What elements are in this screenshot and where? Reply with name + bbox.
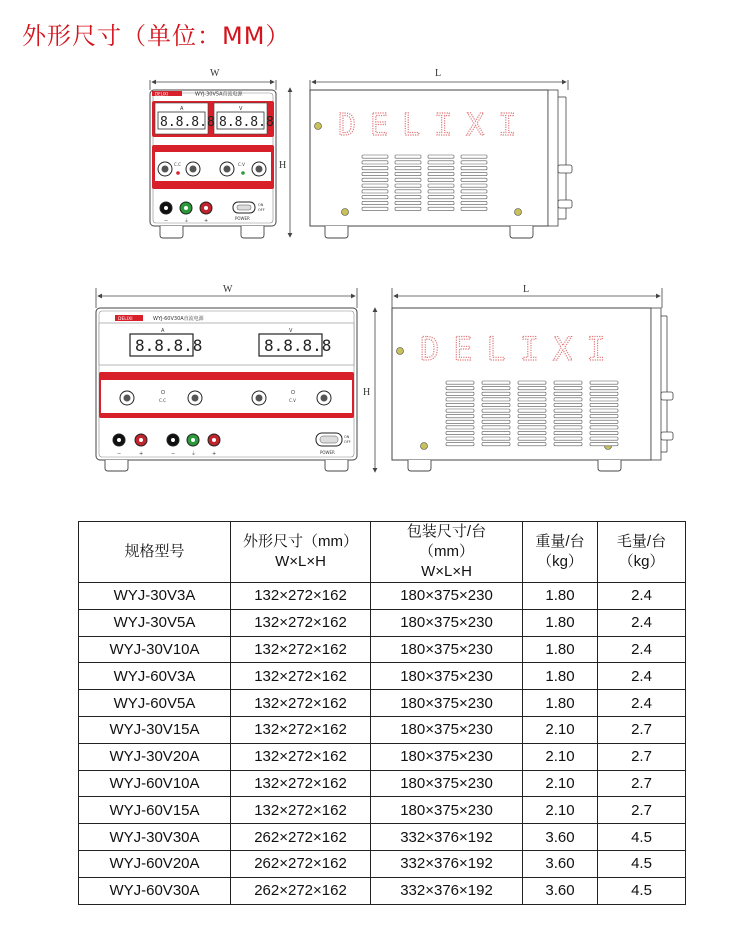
vent-slot: [362, 201, 388, 204]
table-row: [79, 743, 686, 770]
vent-slot: [461, 190, 487, 193]
svg-text:⏚: ⏚: [191, 451, 197, 457]
vent-slot: [590, 437, 618, 440]
table-cell: 180×375×230: [371, 583, 523, 610]
svg-text:−: −: [171, 451, 176, 457]
table-cell: 132×272×162: [231, 583, 371, 610]
column-header-text: 规格型号: [124, 543, 185, 560]
vent-slot: [518, 420, 546, 423]
power-label: POWER: [235, 216, 250, 221]
table-row: [79, 609, 686, 636]
table-row: [79, 850, 686, 877]
table-cell: 2.10: [523, 743, 598, 770]
table-cell: 4.5: [598, 850, 686, 877]
table-cell: 132×272×162: [231, 690, 371, 717]
vent-slot: [554, 431, 582, 434]
table-cell: 180×375×230: [371, 663, 523, 690]
vent-slot: [428, 161, 454, 164]
vent-slot: [395, 172, 421, 175]
table-cell: WYJ-60V5A: [79, 690, 231, 717]
meter-a-digits-2: 8.8.8.8: [135, 336, 203, 355]
table-cell: 2.7: [598, 797, 686, 824]
cc-label: C.C: [174, 162, 181, 167]
table-cell: 132×272×162: [231, 663, 371, 690]
table-cell: 132×272×162: [231, 743, 371, 770]
column-header-text: （kg）: [537, 553, 583, 570]
table-cell: 2.4: [598, 690, 686, 717]
table-cell: WYJ-30V20A: [79, 743, 231, 770]
page-title: 外形尺寸（单位：MM）: [22, 22, 291, 50]
brand-dot-matrix: DELIXI: [338, 108, 531, 143]
vent-slot: [482, 409, 510, 412]
column-header: [79, 522, 231, 583]
vent-slot: [362, 190, 388, 193]
table-cell: 2.4: [598, 663, 686, 690]
table-row: [79, 824, 686, 851]
cv-label-2: C.V: [289, 398, 296, 403]
vent-slot: [446, 431, 474, 434]
table-cell: 180×375×230: [371, 770, 523, 797]
svg-text:+: +: [139, 451, 144, 457]
table-body: [79, 583, 686, 905]
vent-slot: [554, 415, 582, 418]
table-row: [79, 716, 686, 743]
table-cell: 4.5: [598, 824, 686, 851]
vent-slot: [395, 155, 421, 158]
bottom-front-view: [96, 284, 375, 472]
vent-slot: [395, 201, 421, 204]
vent-slot: [461, 161, 487, 164]
table-cell: WYJ-30V15A: [79, 716, 231, 743]
table-cell: 332×376×192: [371, 850, 523, 877]
vent-slot: [482, 398, 510, 401]
vent-slot: [590, 392, 618, 395]
vent-slot: [428, 201, 454, 204]
dim-h-label: H: [279, 160, 287, 171]
table-cell: 2.7: [598, 770, 686, 797]
vent-slot: [446, 426, 474, 429]
table-cell: WYJ-30V5A: [79, 609, 231, 636]
model-label-2: WYJ-60V30A直流电源: [153, 316, 204, 322]
vent-slot: [554, 409, 582, 412]
model-label: WYJ-30V5A直流电源: [195, 91, 243, 98]
table-cell: 2.10: [523, 797, 598, 824]
power-label-2: POWER: [320, 450, 335, 455]
meter-a-digits: 8.8.8.8: [160, 115, 215, 130]
vent-slot: [362, 172, 388, 175]
vent-slot: [482, 392, 510, 395]
svg-text:−: −: [164, 218, 169, 224]
table-cell: 2.4: [598, 609, 686, 636]
table-cell: 262×272×162: [231, 824, 371, 851]
meter-v-digits: 8.8.8.8: [219, 115, 274, 130]
table-row: [79, 636, 686, 663]
vent-slot: [461, 167, 487, 170]
vent-slot: [590, 381, 618, 384]
table-cell: 1.80: [523, 690, 598, 717]
vent-slot: [554, 403, 582, 406]
table-header-row: [79, 522, 686, 583]
vent-slot: [362, 178, 388, 181]
table-cell: WYJ-30V10A: [79, 636, 231, 663]
vent-slot: [554, 387, 582, 390]
vent-slot: [461, 207, 487, 210]
table-cell: 1.80: [523, 636, 598, 663]
vent-slot: [428, 184, 454, 187]
vent-slot: [362, 196, 388, 199]
table-cell: 180×375×230: [371, 609, 523, 636]
column-header: [523, 522, 598, 583]
table-cell: 1.80: [523, 663, 598, 690]
vent-slot: [362, 184, 388, 187]
dim-w-label-2: W: [223, 284, 233, 295]
vent-slot: [446, 398, 474, 401]
vent-slot: [554, 392, 582, 395]
on-label: ON: [258, 203, 264, 207]
vent-slot: [395, 167, 421, 170]
vent-slot: [482, 443, 510, 446]
table-cell: WYJ-30V30A: [79, 824, 231, 851]
svg-text:−: −: [117, 451, 122, 457]
table-cell: 132×272×162: [231, 609, 371, 636]
vent-slot: [446, 403, 474, 406]
vent-slot: [395, 190, 421, 193]
vent-slot: [482, 415, 510, 418]
cv-label: C.V: [238, 162, 245, 167]
brand-dot-matrix-2: DELIXI: [420, 330, 620, 368]
meter-a-label: A: [180, 106, 184, 112]
vent-slot: [590, 387, 618, 390]
svg-text:+: +: [212, 451, 217, 457]
vent-slot: [482, 437, 510, 440]
table-cell: WYJ-60V3A: [79, 663, 231, 690]
column-header-text: （mm）: [419, 543, 474, 560]
table-cell: WYJ-60V20A: [79, 850, 231, 877]
table-row: [79, 797, 686, 824]
vent-slot: [518, 381, 546, 384]
vent-slot: [446, 409, 474, 412]
table-cell: 262×272×162: [231, 877, 371, 904]
vent-slot: [362, 155, 388, 158]
table-cell: WYJ-60V15A: [79, 797, 231, 824]
table-cell: WYJ-30V3A: [79, 583, 231, 610]
vent-slot: [428, 178, 454, 181]
vent-slot: [518, 403, 546, 406]
table-cell: 2.7: [598, 743, 686, 770]
vent-slot: [446, 381, 474, 384]
table-cell: 132×272×162: [231, 797, 371, 824]
vent-slot: [461, 201, 487, 204]
vent-slot: [395, 207, 421, 210]
table-row: [79, 663, 686, 690]
vent-slot: [395, 184, 421, 187]
table-cell: 3.60: [523, 824, 598, 851]
table-cell: 4.5: [598, 877, 686, 904]
svg-text:+: +: [204, 218, 209, 224]
table-cell: 2.4: [598, 636, 686, 663]
vent-slot: [590, 443, 618, 446]
vent-slot: [590, 431, 618, 434]
table-cell: 180×375×230: [371, 797, 523, 824]
table-cell: 132×272×162: [231, 716, 371, 743]
column-header-text: 重量/台: [535, 533, 585, 550]
vent-slot: [428, 196, 454, 199]
table-cell: 2.10: [523, 770, 598, 797]
vent-slot: [395, 178, 421, 181]
off-label: OFF: [258, 208, 265, 212]
table-cell: 262×272×162: [231, 850, 371, 877]
brand-logo-2: DELIXI: [118, 317, 133, 322]
vent-slot: [395, 161, 421, 164]
vent-slot: [518, 409, 546, 412]
table-cell: 1.80: [523, 609, 598, 636]
column-header-text: W×L×H: [275, 553, 326, 570]
vent-slot: [518, 426, 546, 429]
table-cell: 332×376×192: [371, 824, 523, 851]
table-cell: 180×375×230: [371, 636, 523, 663]
vent-slot: [446, 420, 474, 423]
vent-slot: [482, 381, 510, 384]
vent-slot: [362, 161, 388, 164]
table-cell: 3.60: [523, 850, 598, 877]
bottom-side-view: [392, 284, 673, 471]
vent-slot: [446, 387, 474, 390]
vent-slot: [461, 172, 487, 175]
vent-slot: [554, 426, 582, 429]
table-cell: 132×272×162: [231, 770, 371, 797]
vent-slot: [461, 155, 487, 158]
dim-w-label: W: [210, 68, 220, 79]
vent-slot: [518, 415, 546, 418]
vent-slot: [554, 420, 582, 423]
vent-slot: [362, 207, 388, 210]
vent-slot: [590, 403, 618, 406]
vent-slot: [590, 409, 618, 412]
vent-slot: [362, 167, 388, 170]
table-cell: 1.80: [523, 583, 598, 610]
vent-slot: [518, 387, 546, 390]
vent-slot: [428, 172, 454, 175]
vent-slot: [446, 437, 474, 440]
table-row: [79, 690, 686, 717]
dim-l-label: L: [435, 68, 442, 79]
vent-slot: [482, 420, 510, 423]
vent-slot: [461, 184, 487, 187]
vent-slot: [446, 392, 474, 395]
vent-slot: [428, 167, 454, 170]
table-cell: 180×375×230: [371, 743, 523, 770]
column-header: [231, 522, 371, 583]
vent-slot: [446, 443, 474, 446]
vent-slot: [482, 403, 510, 406]
table-cell: 3.60: [523, 877, 598, 904]
column-header-text: 外形尺寸（mm）: [243, 533, 358, 550]
top-side-view: [310, 68, 572, 238]
column-header: [598, 522, 686, 583]
vent-slot: [482, 431, 510, 434]
meter-v-label: V: [239, 106, 243, 112]
dim-h-label-2: H: [363, 387, 371, 398]
vent-slot: [554, 437, 582, 440]
vent-slot: [590, 420, 618, 423]
table-cell: WYJ-60V10A: [79, 770, 231, 797]
vent-slot: [461, 178, 487, 181]
meter-v-digits-2: 8.8.8.8: [264, 336, 332, 355]
spec-table: [78, 521, 686, 905]
vent-slot: [428, 190, 454, 193]
cc-label-2: C.C: [159, 398, 166, 403]
vent-slot: [554, 443, 582, 446]
column-header-text: W×L×H: [421, 563, 472, 580]
column-header-text: （kg）: [618, 553, 665, 570]
table-cell: 2.10: [523, 716, 598, 743]
dim-l-label-2: L: [523, 284, 530, 295]
vent-slot: [395, 196, 421, 199]
table-row: [79, 877, 686, 904]
vent-slot: [518, 431, 546, 434]
off-label-2: OFF: [344, 440, 351, 444]
table-cell: 332×376×192: [371, 877, 523, 904]
vent-slot: [482, 426, 510, 429]
brand-logo: DELIXI: [155, 91, 168, 97]
table-cell: 2.4: [598, 583, 686, 610]
vent-slot: [446, 415, 474, 418]
table-cell: 2.7: [598, 716, 686, 743]
meter-a-label-2: A: [161, 328, 165, 334]
meter-v-label-2: V: [289, 328, 293, 334]
vent-slot: [590, 398, 618, 401]
vent-slot: [518, 392, 546, 395]
table-cell: 180×375×230: [371, 690, 523, 717]
vent-slot: [518, 398, 546, 401]
table-cell: WYJ-60V30A: [79, 877, 231, 904]
vent-slot: [554, 398, 582, 401]
column-header-text: 包装尺寸/台: [406, 523, 487, 540]
vent-slot: [518, 437, 546, 440]
column-header: [371, 522, 523, 583]
vent-slot: [428, 155, 454, 158]
vent-slot: [482, 387, 510, 390]
on-label-2: ON: [344, 435, 350, 439]
table-cell: 132×272×162: [231, 636, 371, 663]
table-row: [79, 770, 686, 797]
vent-slot: [554, 381, 582, 384]
table-row: [79, 583, 686, 610]
table-cell: 180×375×230: [371, 716, 523, 743]
top-front-view: [150, 68, 290, 238]
vent-slot: [461, 196, 487, 199]
vent-slot: [590, 426, 618, 429]
vent-slot: [590, 415, 618, 418]
svg-text:⏚: ⏚: [184, 218, 190, 224]
vent-slot: [428, 207, 454, 210]
column-header-text: 毛量/台: [616, 533, 667, 550]
vent-slot: [518, 443, 546, 446]
